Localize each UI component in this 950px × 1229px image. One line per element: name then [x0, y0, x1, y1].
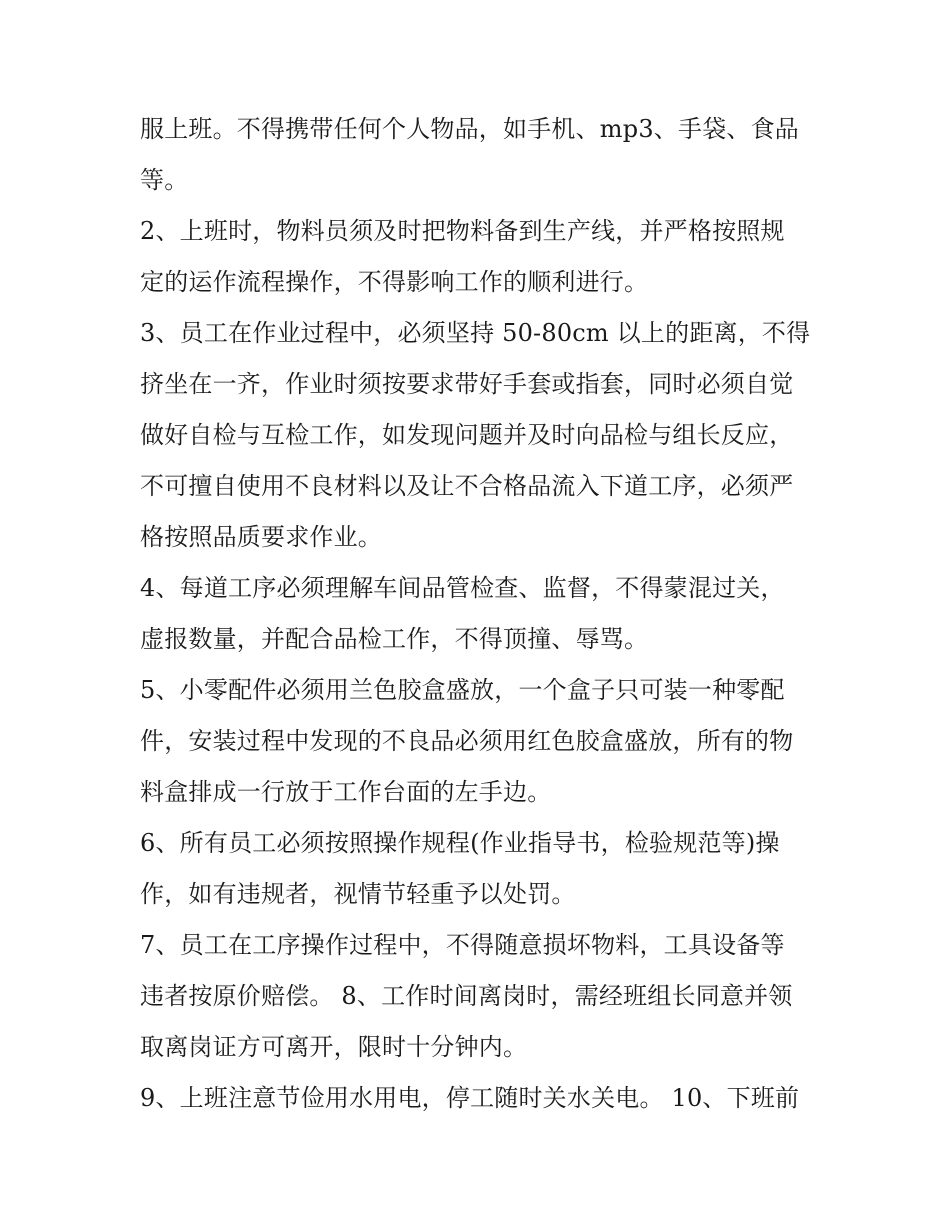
text-line: 虚报数量，并配合品检工作，不得顶撞、辱骂。	[140, 625, 649, 653]
text-line: 2、上班时，物料员须及时把物料备到生产线，并严格按照规	[140, 217, 785, 245]
document-body	[140, 104, 820, 1124]
text-line: 件，安装过程中发现的不良品必须用红色胶盒盛放，所有的物	[140, 727, 794, 755]
text-line: 6、所有员工必须按照操作规程(作业指导书，检验规范等)操	[140, 829, 780, 857]
text-line: 定的运作流程操作，不得影响工作的顺利进行。	[140, 268, 649, 296]
text-line: 7、员工在工序操作过程中，不得随意损坏物料，工具设备等	[140, 931, 785, 959]
text-line: 3、员工在作业过程中，必须坚持 50-80cm 以上的距离，不得	[140, 319, 811, 347]
text-line: 4、每道工序必须理解车间品管检查、监督，不得蒙混过关，	[140, 574, 785, 602]
text-line: 格按照品质要求作业。	[140, 523, 382, 551]
text-line: 不可擅自使用不良材料以及让不合格品流入下道工序，必须严	[140, 472, 794, 500]
text-line: 5、小零配件必须用兰色胶盒盛放，一个盒子只可装一种零配	[140, 676, 785, 704]
text-line: 取离岗证方可离开，限时十分钟内。	[140, 1033, 528, 1061]
text-line: 做好自检与互检工作，如发现问题并及时向品检与组长反应，	[140, 421, 794, 449]
text-line: 服上班。不得携带任何个人物品，如手机、mp3、手袋、食品	[140, 115, 799, 143]
text-line: 等。	[140, 166, 189, 194]
text-line: 9、上班注意节俭用水用电，停工随时关水关电。 10、下班前	[140, 1084, 800, 1112]
text-line: 违者按原价赔偿。 8、工作时间离岗时，需经班组长同意并领	[140, 982, 793, 1010]
text-line: 料盒排成一行放于工作台面的左手边。	[140, 778, 552, 806]
text-line: 挤坐在一齐，作业时须按要求带好手套或指套，同时必须自觉	[140, 370, 794, 398]
text-line: 作，如有违规者，视情节轻重予以处罚。	[140, 880, 576, 908]
